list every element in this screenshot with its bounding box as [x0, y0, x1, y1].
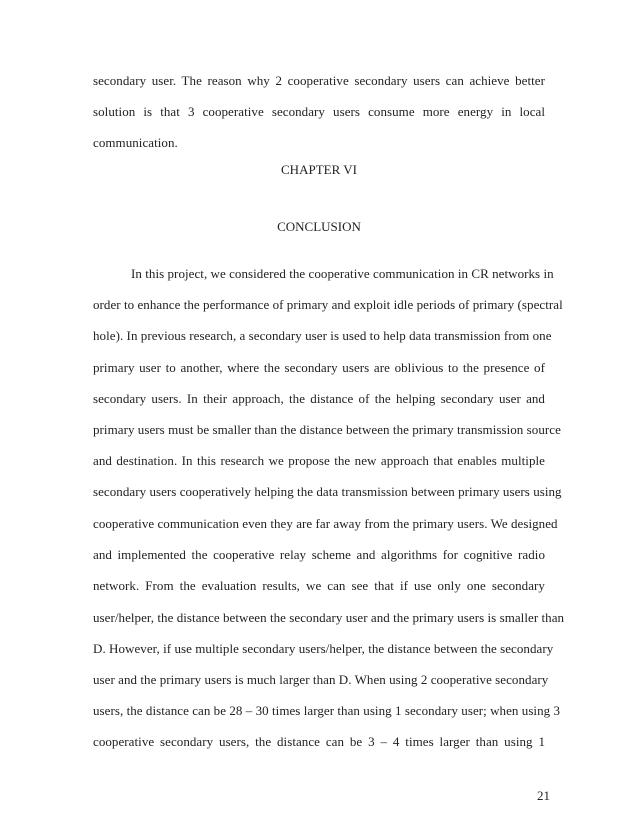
text-line: In this project, we considered the cooperative communication in CR networks in: [131, 266, 554, 281]
text-line: D. However, if use multiple secondary users/helper, the distance between the secondary: [93, 641, 554, 656]
text-line: user/helper, the distance between the secondary user and the primary users is smaller than: [93, 610, 565, 625]
text-line: communication.: [93, 135, 178, 150]
text-line: and destination. In this research we propose the new approach that enables multiple: [93, 453, 545, 468]
page-number: 21: [537, 788, 550, 803]
section-heading: CONCLUSION: [277, 219, 361, 234]
chapter-heading: CHAPTER VI: [281, 162, 357, 177]
text-line: hole). In previous research, a secondary user is used to help data transmission from one: [93, 328, 552, 343]
text-line: primary users must be smaller than the distance between the primary transmission source: [93, 422, 561, 437]
text-line: users, the distance can be 28 – 30 times larger than using 1 secondary user; when using 3: [93, 703, 561, 718]
text-line: network. From the evaluation results, we can see that if use only one secondary: [93, 578, 545, 593]
text-line: cooperative secondary users, the distance can be 3 – 4 times larger than using 1: [93, 734, 545, 749]
text-line: and implemented the cooperative relay scheme and algorithms for cognitive radio: [93, 547, 545, 562]
text-line: secondary users. In their approach, the distance of the helping secondary user and: [93, 391, 545, 406]
text-line: order to enhance the performance of primary and exploit idle periods of primary (spectral: [93, 297, 563, 312]
text-line: secondary user. The reason why 2 cooperative secondary users can achieve better: [93, 73, 545, 88]
text-line: secondary users cooperatively helping the data transmission between primary users using: [93, 484, 562, 499]
text-line: solution is that 3 cooperative secondary users consume more energy in local: [93, 104, 545, 119]
text-line: primary user to another, where the secondary users are oblivious to the presence of: [93, 360, 545, 375]
text-line: user and the primary users is much larger than D. When using 2 cooperative secondary: [93, 672, 549, 687]
text-line: cooperative communication even they are far away from the primary users. We designed: [93, 516, 558, 531]
